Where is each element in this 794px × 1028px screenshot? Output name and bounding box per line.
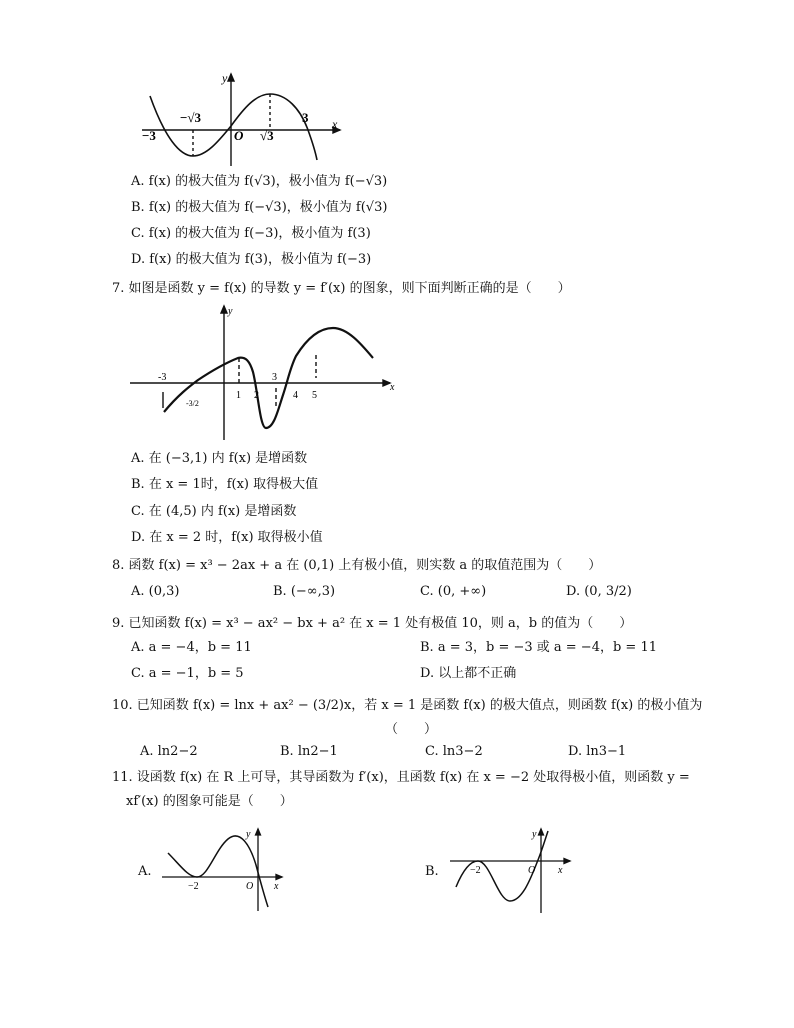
q11-option-a-label[interactable]: A. (138, 864, 152, 879)
svg-text:-3/2: -3/2 (186, 399, 199, 408)
q10-option-c[interactable]: C. ln3−2 (425, 744, 483, 759)
q11-stem-line2: xf′(x) 的图象可能是（ ） (126, 794, 293, 809)
q7-option-c[interactable]: C. 在 (4,5) 内 f(x) 是增函数 (131, 504, 297, 519)
q6-option-c[interactable]: C. f(x) 的极大值为 f(−3)，极小值为 f(3) (131, 226, 371, 241)
q6-option-d[interactable]: D. f(x) 的极大值为 f(3)，极小值为 f(−3) (131, 252, 372, 267)
svg-text:3: 3 (272, 372, 277, 383)
figure-q7-derivative-graph (128, 300, 398, 445)
svg-text:y: y (246, 829, 251, 840)
q11-option-b-label[interactable]: B. (425, 864, 439, 879)
x-label: x (332, 117, 338, 131)
q8-option-a[interactable]: A. (0,3) (131, 584, 180, 599)
svg-text:4: 4 (293, 390, 298, 401)
q9-stem: 9. 已知函数 f(x) = x³ − ax² − bx + a² 在 x = 1 处有极值 10，则 a，b 的值为（ ） (112, 616, 633, 631)
svg-text:−3: −3 (142, 128, 156, 143)
curve (164, 328, 373, 428)
q10-option-a[interactable]: A. ln2−2 (140, 744, 198, 759)
svg-text:−√3: −√3 (180, 110, 202, 125)
svg-text:y: y (532, 829, 537, 840)
svg-text:x: x (390, 382, 395, 393)
svg-text:3: 3 (302, 110, 309, 125)
q9-option-a[interactable]: A. a = −4，b = 11 (131, 640, 252, 655)
q8-option-d[interactable]: D. (0, 3/2) (566, 584, 632, 599)
q11-graph-a[interactable] (160, 825, 290, 915)
q11-graph-b[interactable] (448, 825, 578, 915)
svg-text:2: 2 (254, 390, 259, 401)
q9-option-b[interactable]: B. a = 3，b = −3 或 a = −4，b = 11 (420, 640, 657, 655)
q7-option-d[interactable]: D. 在 x = 2 时，f(x) 取得极小值 (131, 530, 323, 545)
figure-q6-graph (140, 68, 350, 168)
q8-option-c[interactable]: C. (0, +∞) (420, 584, 487, 599)
q10-stem: 10. 已知函数 f(x) = lnx + ax² − (3/2)x，若 x = 1 是函数 f(x) 的极大值点，则函数 f(x) 的极小值为 (112, 698, 703, 713)
svg-text:O: O (234, 128, 244, 143)
q7-option-a[interactable]: A. 在 (−3,1) 内 f(x) 是增函数 (131, 451, 308, 466)
q8-option-b[interactable]: B. (−∞,3) (273, 584, 336, 599)
svg-text:y: y (228, 306, 233, 317)
svg-text:O: O (528, 865, 536, 876)
curve (150, 94, 317, 160)
q10-option-d[interactable]: D. ln3−1 (568, 744, 627, 759)
q6-option-b[interactable]: B. f(x) 的极大值为 f(−√3)，极小值为 f(√3) (131, 200, 388, 215)
svg-text:√3: √3 (260, 128, 274, 143)
q10-option-b[interactable]: B. ln2−1 (280, 744, 338, 759)
q9-option-d[interactable]: D. 以上都不正确 (420, 666, 517, 681)
q8-stem: 8. 函数 f(x) = x³ − 2ax + a 在 (0,1) 上有极小值，则实数 a 的取值范围为（ ） (112, 558, 602, 573)
q11-stem-line1: 11. 设函数 f(x) 在 R 上可导，其导函数为 f′(x)，且函数 f(x) 在 x = −2 处取得极小值，则函数 y = (112, 770, 690, 785)
q10-paren: （ ） (385, 722, 438, 737)
svg-text:O: O (246, 881, 254, 892)
y-label: y (222, 71, 228, 85)
svg-text:5: 5 (312, 390, 317, 401)
svg-text:x: x (274, 881, 279, 892)
svg-text:1: 1 (236, 390, 241, 401)
svg-text:-3: -3 (158, 372, 167, 383)
q7-option-b[interactable]: B. 在 x = 1时，f(x) 取得极大值 (131, 477, 319, 492)
q9-option-c[interactable]: C. a = −1，b = 5 (131, 666, 244, 681)
svg-text:x: x (558, 865, 563, 876)
svg-text:−2: −2 (470, 865, 481, 876)
q7-stem: 7. 如图是函数 y = f(x) 的导数 y = f′(x) 的图象，则下面判断正确的是（ ） (112, 281, 571, 296)
svg-text:−2: −2 (188, 881, 199, 892)
q6-option-a[interactable]: A. f(x) 的极大值为 f(√3)，极小值为 f(−√3) (131, 174, 388, 189)
